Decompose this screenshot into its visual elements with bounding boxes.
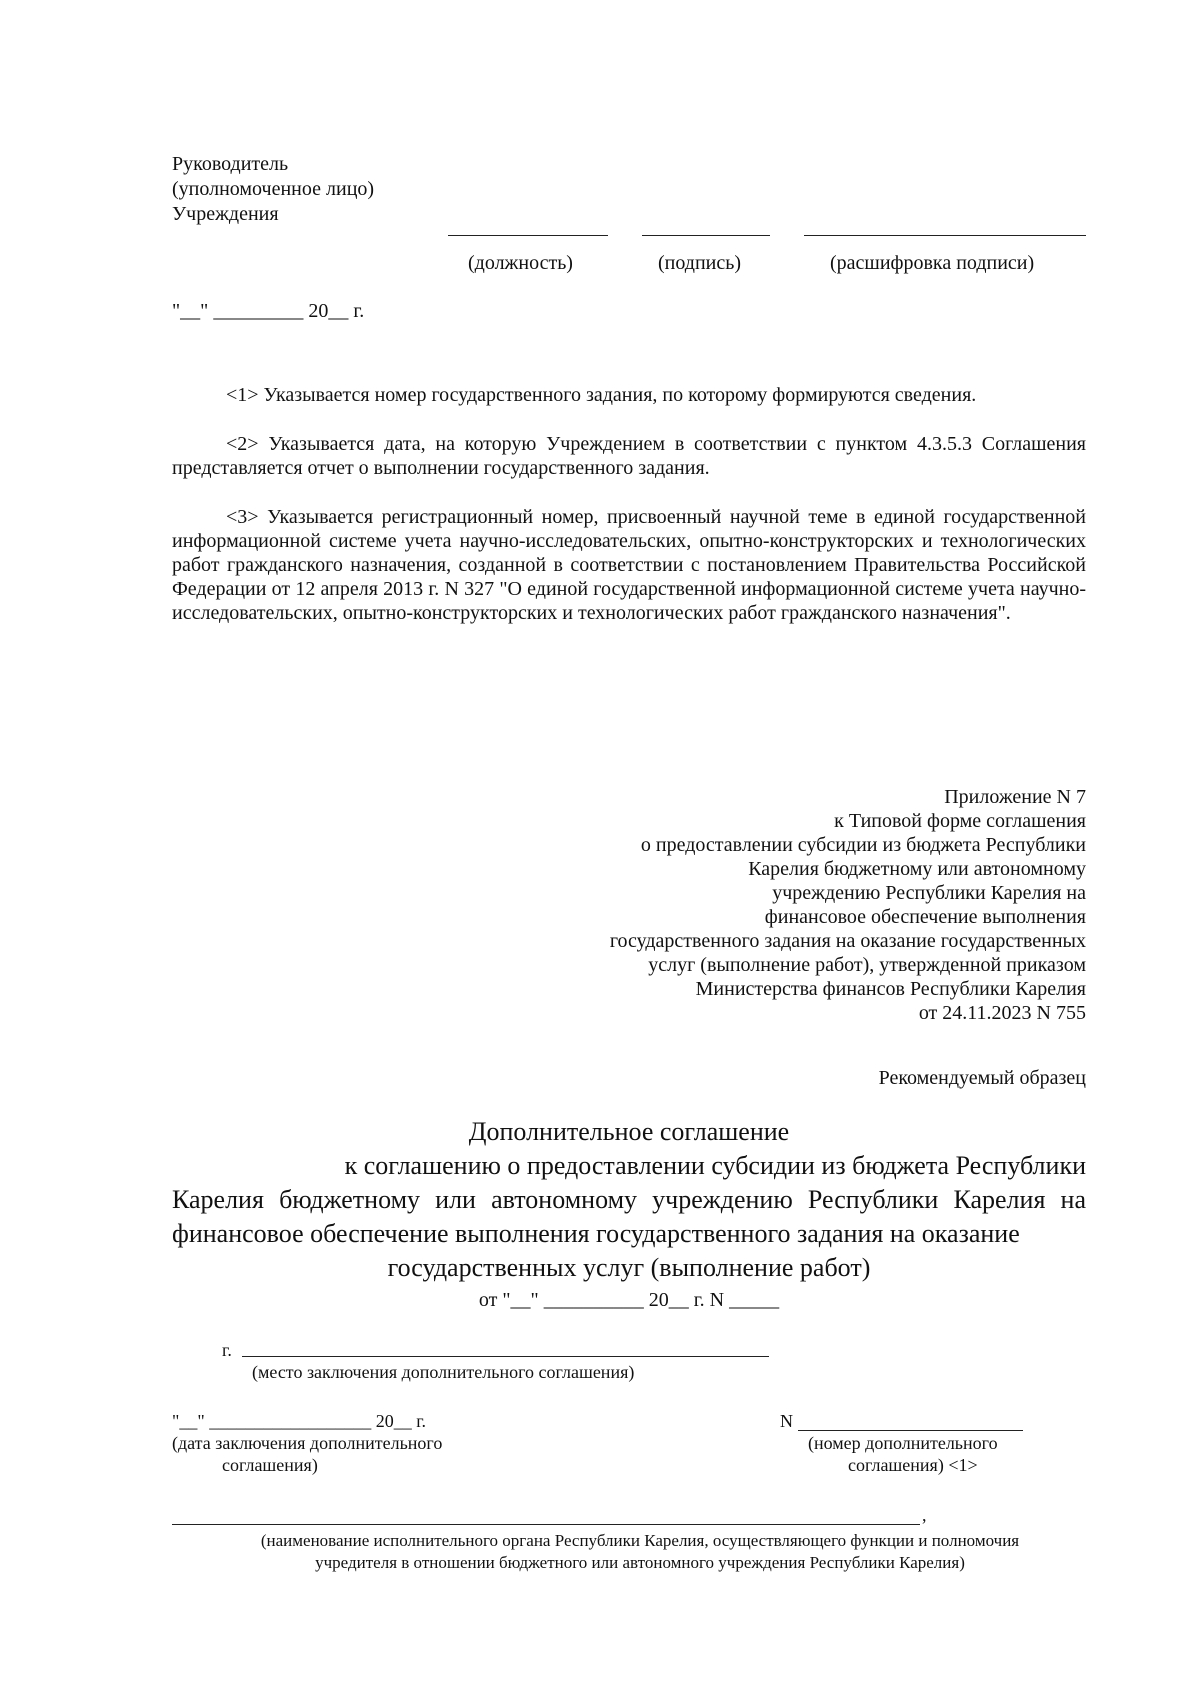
appendix-line5: учреждению Республики Карелия на [772, 882, 1086, 904]
caption-decoding: (расшифровка подписи) [830, 252, 1035, 274]
title-date-number: от "__" __________ 20__ г. N _____ [478, 1289, 780, 1311]
recommended-sample: Рекомендуемый образец [878, 1067, 1086, 1089]
appendix-line2: к Типовой форме соглашения [834, 810, 1086, 832]
conclusion-number-caption2: соглашения) <1> [848, 1455, 978, 1475]
place-caption: (место заключения дополнительного соглашения) [252, 1362, 635, 1382]
conclusion-date-caption1: (дата заключения дополнительного [172, 1433, 443, 1453]
signature-line [642, 235, 770, 236]
appendix-line8: услуг (выполнение работ), утвержденной приказом [648, 954, 1086, 976]
footnote-1: <1> Указывается номер государственного задания, по которому формируются сведения. [226, 384, 977, 406]
footnote-2: <2> Указывается дата, на которую Учреждением в соответствии с пунктом 4.3.5.3 Соглашения представляется отчет о выполнении государственного задания. [172, 433, 1086, 479]
position-signature-line [448, 235, 608, 236]
organ-caption2: учредителя в отношении бюджетного или автономного учреждения Республики Карелия) [315, 1553, 965, 1572]
footnote-3: <3> Указывается регистрационный номер, присвоенный научной теме в единой государственной информационной системе учета научно-исследовательских, опытно-конструкторских и технологических работ гражданского назначения, созданной в соответствии с постановлением Правительства Российской Федерации от 12 апреля 2013 г. N 327 "О единой государственной информационной системе учета научно-исследовательских, опытно-конструкторских и технологических работ гражданского назначения". [172, 506, 1086, 624]
appendix-line6: финансовое обеспечение выполнения [764, 906, 1086, 928]
decoding-signature-line [804, 235, 1086, 236]
signature-head-line2: (уполномоченное лицо) [172, 178, 375, 200]
conclusion-date-line: "__" __________________ 20__ г. [172, 1411, 427, 1431]
appendix-line7: государственного задания на оказание государственных [609, 930, 1086, 952]
conclusion-number-caption1: (номер дополнительного [808, 1433, 998, 1453]
organ-caption1: (наименование исполнительного органа Республики Карелия, осуществляющего функции и полномочия [260, 1531, 1020, 1550]
appendix-line9: Министерства финансов Республики Карелия [695, 978, 1086, 1000]
conclusion-number-prefix: N [780, 1411, 793, 1431]
title-line2: к соглашению о предоставлении субсидии из бюджета Республики [344, 1151, 1086, 1180]
signature-head-line3: Учреждения [172, 203, 279, 225]
organ-name-line [172, 1524, 920, 1525]
signature-head-line1: Руководитель [172, 153, 289, 175]
appendix-line1: Приложение N 7 [944, 786, 1086, 808]
caption-signature: (подпись) [658, 252, 742, 274]
title-line5: государственных услуг (выполнение работ) [387, 1253, 871, 1282]
appendix-block [386, 785, 1086, 1025]
conclusion-date-caption2: соглашения) [222, 1455, 318, 1475]
title-line4: финансовое обеспечение выполнения государственного задания на оказание [172, 1219, 1020, 1248]
title-line3: Карелия бюджетному или автономному учреждению Республики Карелия на [172, 1185, 1086, 1214]
title-line1: Дополнительное соглашение [468, 1117, 790, 1146]
appendix-line4: Карелия бюджетному или автономному [748, 858, 1086, 880]
caption-position: (должность) [468, 252, 573, 274]
signature-date-line: "__" _________ 20__ г. [172, 300, 365, 322]
place-prefix: г. [222, 1340, 232, 1360]
conclusion-number-line [798, 1430, 1023, 1431]
organ-name-comma: , [922, 1505, 927, 1525]
appendix-line3: о предоставлении субсидии из бюджета Республики [640, 834, 1086, 856]
place-line [242, 1356, 769, 1357]
appendix-line10: от 24.11.2023 N 755 [918, 1002, 1086, 1024]
